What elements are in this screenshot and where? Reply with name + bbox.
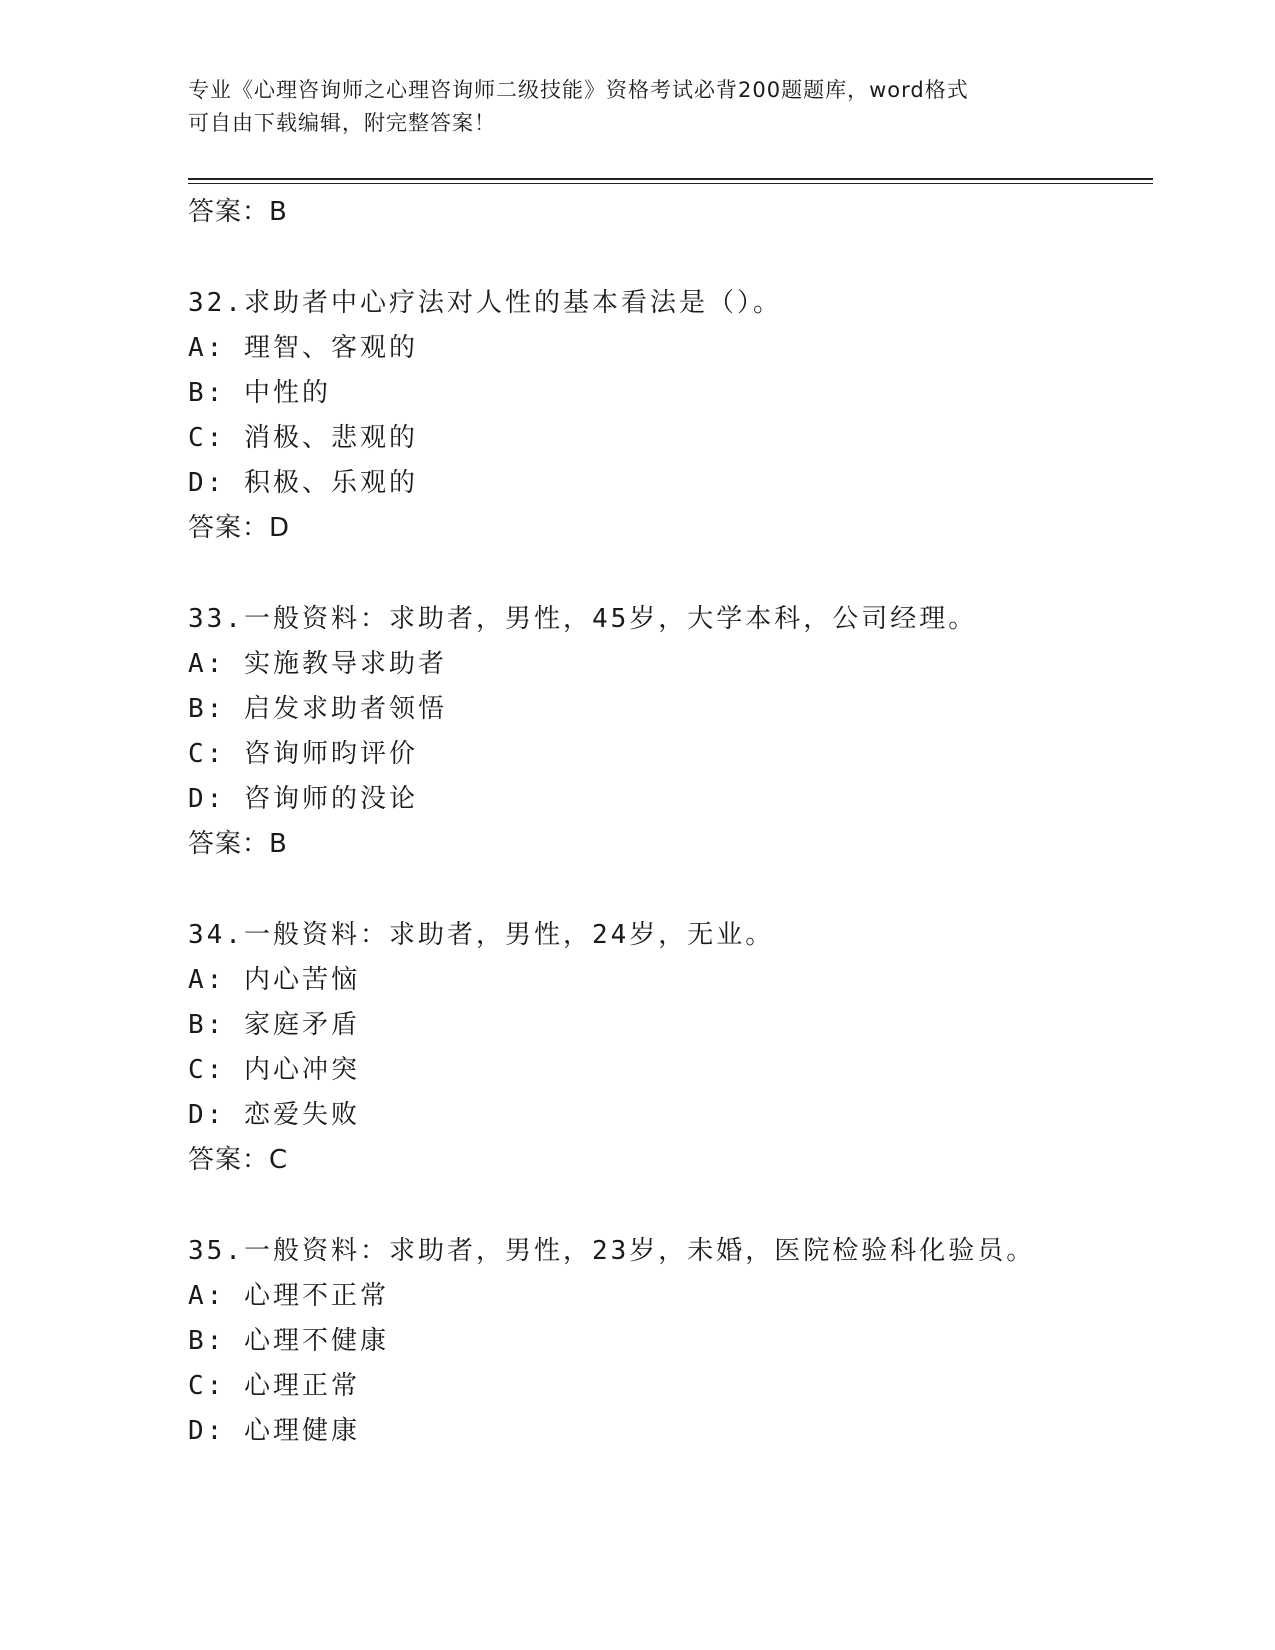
option-d: D: 积极、乐观的 [188, 468, 418, 498]
answer-line: 答案：D [188, 513, 291, 543]
spacer [188, 1182, 1148, 1229]
header-divider-thin [188, 183, 1153, 184]
question-text: 35.一般资料：求助者，男性，23岁，未婚，医院检验科化验员。 [188, 1236, 1036, 1266]
question-block [188, 597, 1148, 866]
option-c: C: 内心冲突 [188, 1055, 360, 1085]
question-block [188, 1229, 1148, 1454]
option-a: A: 实施教导求助者 [188, 649, 447, 679]
option-b: B: 启发求助者领悟 [188, 694, 447, 724]
document-header [188, 74, 1088, 140]
option-a: A: 心理不正常 [188, 1281, 389, 1311]
option-d: D: 恋爱失败 [188, 1100, 360, 1130]
option-c: C: 咨询师昀评价 [188, 739, 418, 769]
header-divider-thick [188, 178, 1153, 180]
question-text: 32.求助者中心疗法对人性的基本看法是（）。 [188, 288, 782, 318]
option-b: B: 家庭矛盾 [188, 1010, 360, 1040]
header-line-1: 专业《心理咨询师之心理咨询师二级技能》资格考试必背200题题库，word格式 [188, 78, 969, 102]
answer-line: 答案：B [188, 829, 288, 859]
spacer [188, 866, 1148, 913]
option-c: C: 消极、悲观的 [188, 423, 418, 453]
option-b: B: 心理不健康 [188, 1326, 389, 1356]
answer-line: 答案：B [188, 197, 288, 227]
question-text: 34.一般资料：求助者，男性，24岁，无业。 [188, 920, 775, 950]
spacer [188, 550, 1148, 597]
header-line-2: 可自由下载编辑，附完整答案！ [188, 111, 496, 135]
option-d: D: 咨询师的没论 [188, 784, 418, 814]
question-list [188, 190, 1148, 1454]
question-text: 33.一般资料：求助者，男性，45岁，大学本科，公司经理。 [188, 604, 978, 634]
answer-line: 答案：C [188, 1145, 289, 1175]
question-block [188, 913, 1148, 1182]
option-a: A: 内心苦恼 [188, 965, 360, 995]
option-d: D: 心理健康 [188, 1416, 360, 1446]
option-c: C: 心理正常 [188, 1371, 360, 1401]
spacer [188, 234, 1148, 281]
option-b: B: 中性的 [188, 378, 331, 408]
question-block [188, 281, 1148, 550]
option-a: A: 理智、客观的 [188, 333, 418, 363]
